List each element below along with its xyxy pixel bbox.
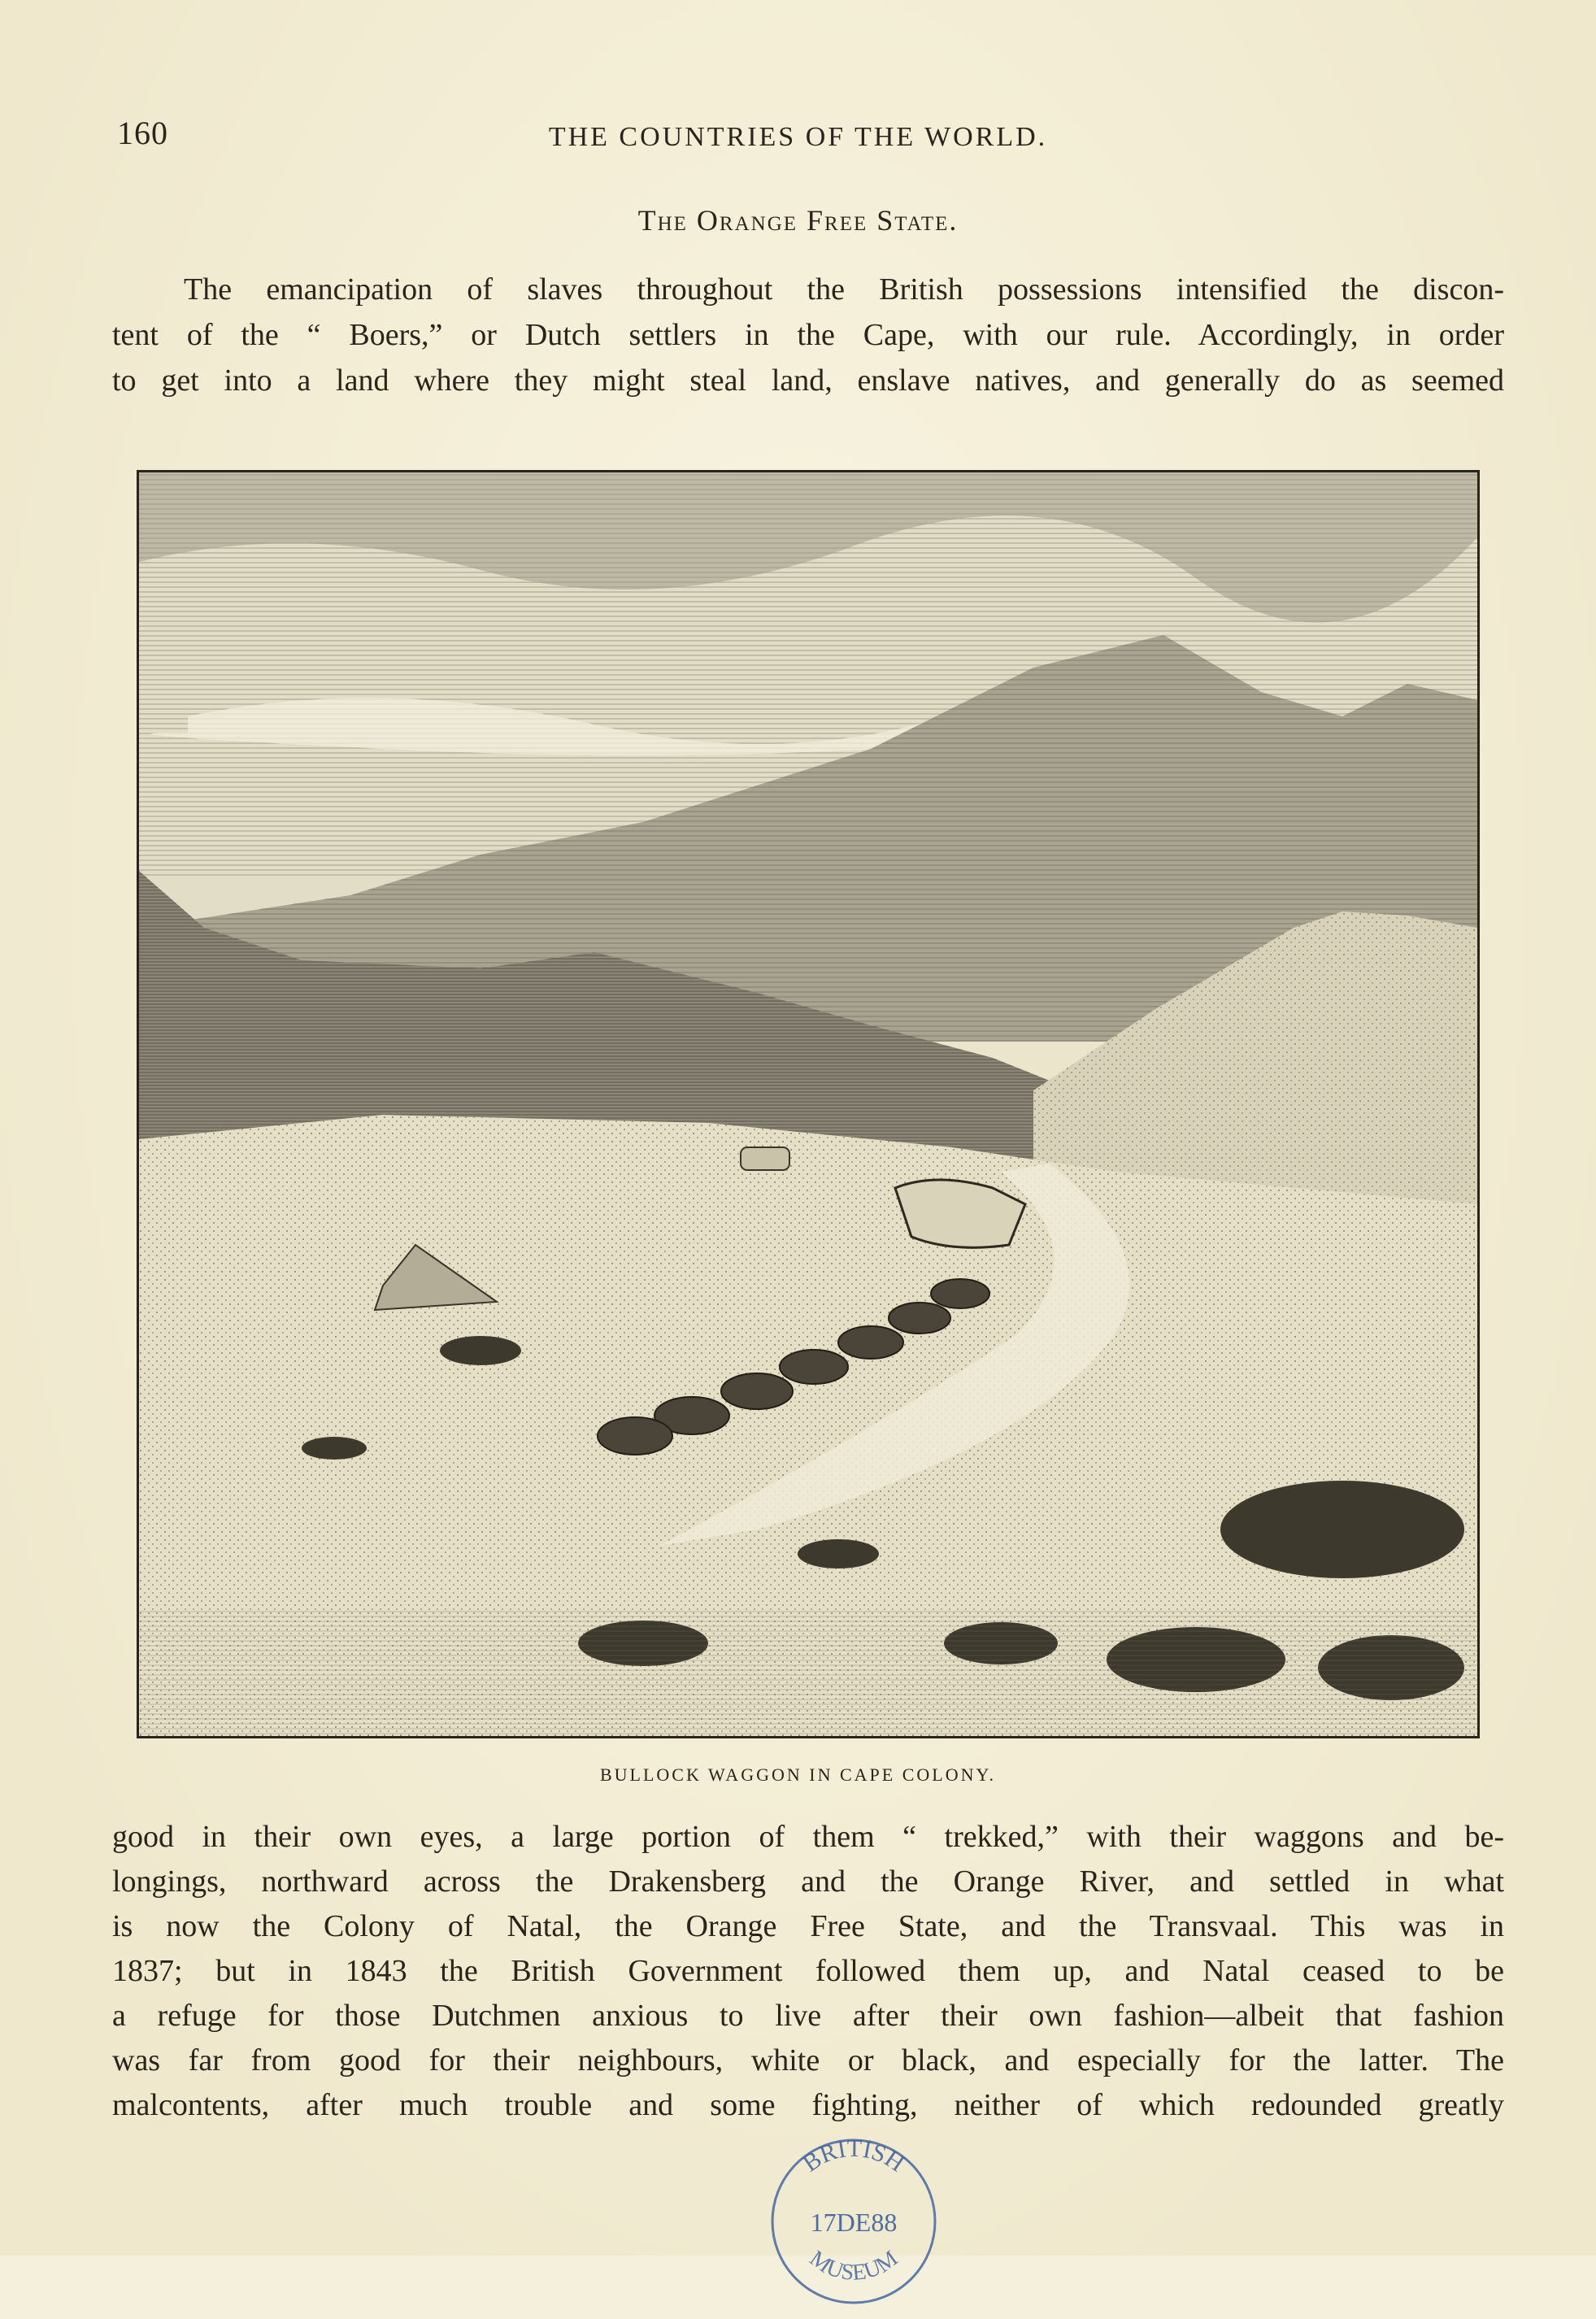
text-line: good in their own eyes, a large portion of them “ trekked,” with their waggons and be- [112,1820,1504,1854]
text-line: longings, northward across the Drakensberg and the Orange River, and settled in what [112,1864,1504,1899]
stamp-bottom-text: MUSEUM [804,2245,903,2286]
illustration-caption: BULLOCK WAGGON IN CAPE COLONY. [599,1764,997,1785]
page-number: 160 [117,115,168,151]
text-line: to get into a land where they might steal land, enslave natives, and generally do as seemed [112,363,1504,398]
stamp-top-text: BRITISH [798,2134,910,2178]
engraving-image [139,472,1477,1736]
paragraph-top [112,267,1504,403]
distant-waggon [741,1147,789,1170]
stamp-date: 17DE88 [810,2208,898,2237]
text-line: a refuge for those Dutchmen anxious to live after their own fashion—albeit that fashion [112,1999,1504,2033]
text-line: tent of the “ Boers,” or Dutch settlers in the Cape, with our rule. Accordingly, in order [112,318,1504,352]
library-stamp [756,2124,951,2319]
text-line: malcontents, after much trouble and some fighting, neither of which redounded greatly [112,2088,1504,2122]
section-title: The Orange Free State. [637,204,959,237]
text-line: 1837; but in 1843 the British Government followed them up, and Natal ceased to be [112,1954,1504,1988]
text-line: is now the Colony of Natal, the Orange Free State, and the Transvaal. This was in [112,1909,1504,1943]
text-line: The emancipation of slaves throughout the British possessions intensified the discon- [184,272,1504,307]
running-title: THE COUNTRIES OF THE WORLD. [548,122,1048,152]
engraving-illustration [137,470,1480,1738]
paragraph-bottom [112,1815,1504,2128]
text-line: was far from good for their neighbours, white or black, and especially for the latter. The [112,2043,1504,2078]
